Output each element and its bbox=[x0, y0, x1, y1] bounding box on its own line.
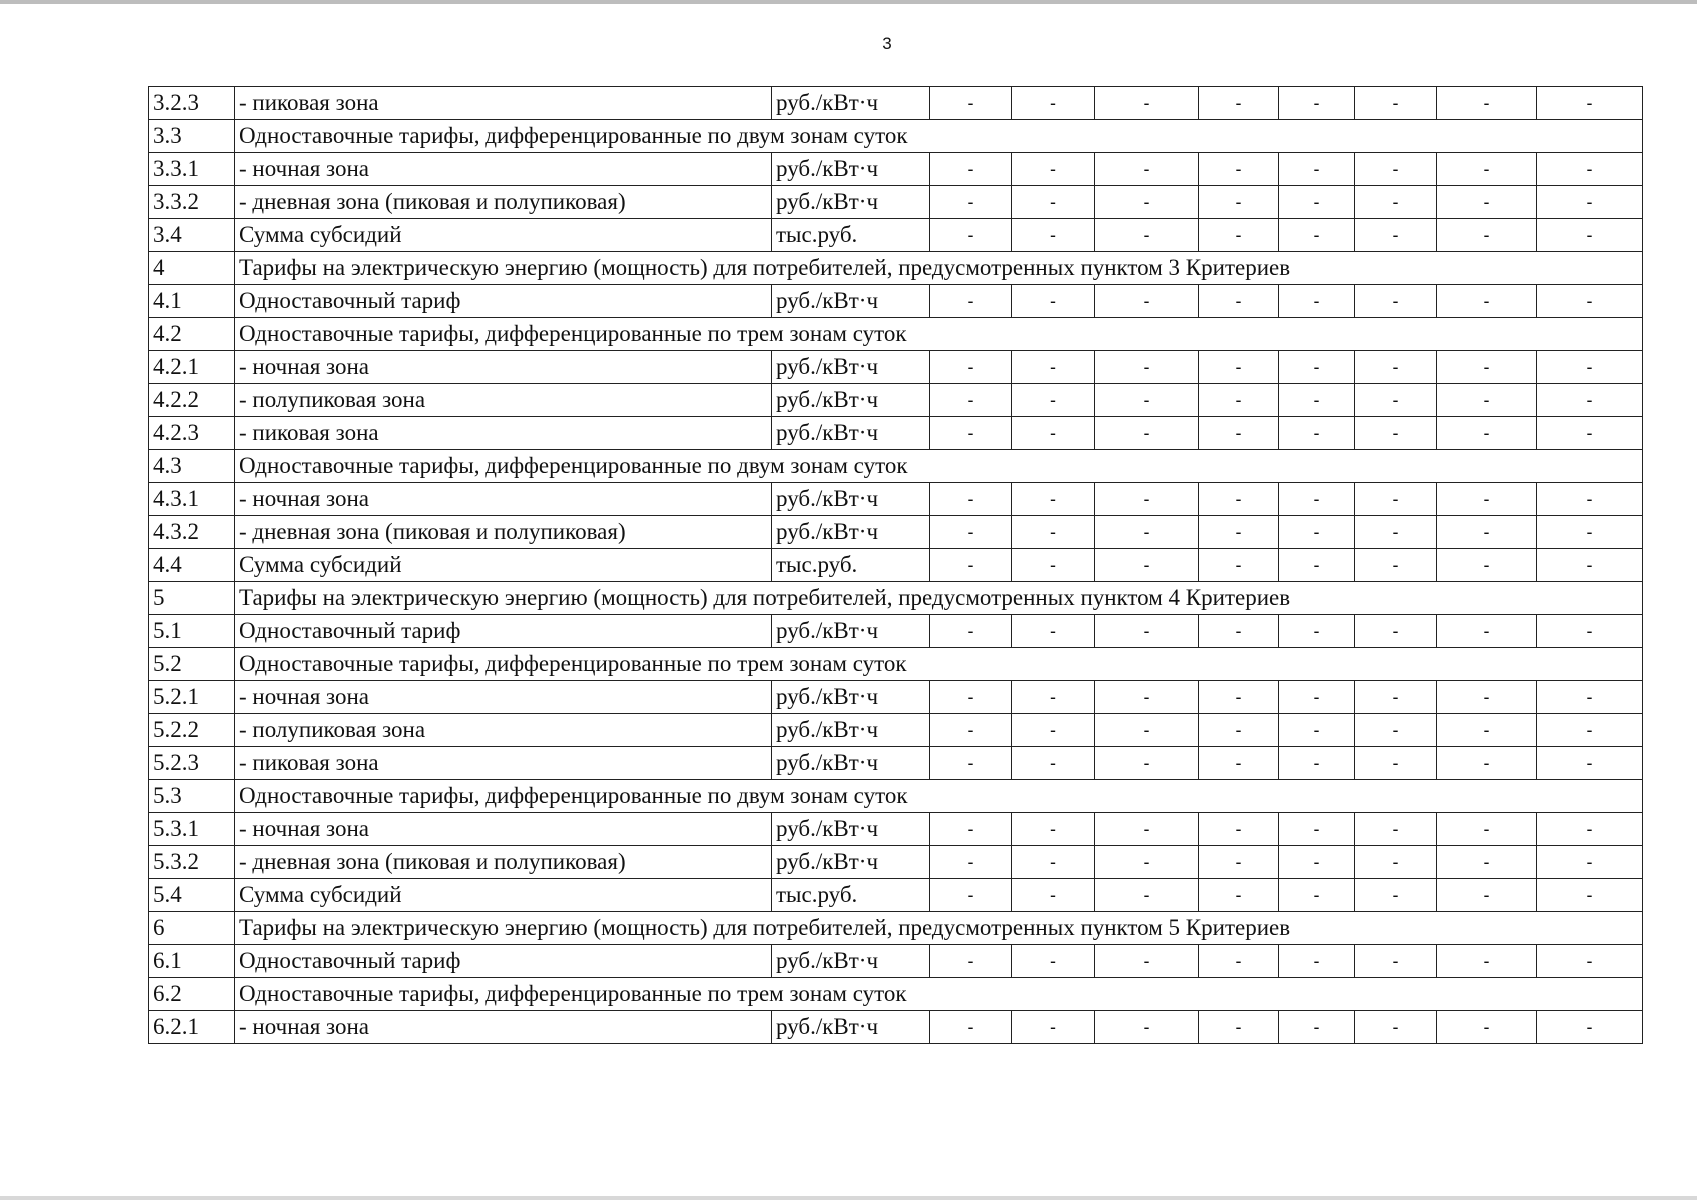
table-row bbox=[149, 846, 1643, 879]
row-name: Одноставочный тариф bbox=[235, 615, 772, 648]
section-title: Одноставочные тарифы, дифференцированные по двум зонам суток bbox=[235, 450, 1643, 483]
value-cell: - bbox=[1437, 384, 1537, 417]
row-number: 5 bbox=[149, 582, 235, 615]
value-cell: - bbox=[1437, 846, 1537, 879]
value-cell: - bbox=[1012, 714, 1095, 747]
value-cell: - bbox=[1095, 945, 1199, 978]
row-number: 4 bbox=[149, 252, 235, 285]
value-cell: - bbox=[1199, 615, 1279, 648]
value-cell: - bbox=[1012, 813, 1095, 846]
value-cell: - bbox=[1279, 813, 1355, 846]
table-row bbox=[149, 450, 1643, 483]
table-row bbox=[149, 615, 1643, 648]
tariff-table bbox=[148, 86, 1643, 1044]
value-cell: - bbox=[1437, 714, 1537, 747]
value-cell: - bbox=[1279, 681, 1355, 714]
row-number: 4.2.3 bbox=[149, 417, 235, 450]
table-row bbox=[149, 219, 1643, 252]
value-cell: - bbox=[1537, 483, 1643, 516]
value-cell: - bbox=[1095, 516, 1199, 549]
row-number: 4.4 bbox=[149, 549, 235, 582]
row-number: 4.2 bbox=[149, 318, 235, 351]
value-cell: - bbox=[1279, 516, 1355, 549]
value-cell: - bbox=[1537, 615, 1643, 648]
row-name: - дневная зона (пиковая и полупиковая) bbox=[235, 846, 772, 879]
value-cell: - bbox=[1279, 945, 1355, 978]
value-cell: - bbox=[930, 219, 1012, 252]
row-number: 5.3.2 bbox=[149, 846, 235, 879]
value-cell: - bbox=[1355, 285, 1437, 318]
row-number: 4.3.2 bbox=[149, 516, 235, 549]
value-cell: - bbox=[1437, 186, 1537, 219]
table-row bbox=[149, 483, 1643, 516]
value-cell: - bbox=[1279, 747, 1355, 780]
value-cell: - bbox=[1537, 681, 1643, 714]
table-row bbox=[149, 384, 1643, 417]
value-cell: - bbox=[930, 417, 1012, 450]
value-cell: - bbox=[1437, 417, 1537, 450]
section-title: Тарифы на электрическую энергию (мощность) для потребителей, предусмотренных пунктом 3 Критериев bbox=[235, 252, 1643, 285]
row-unit: руб./кВт·ч bbox=[772, 681, 930, 714]
row-unit: руб./кВт·ч bbox=[772, 351, 930, 384]
row-name: - ночная зона bbox=[235, 1011, 772, 1044]
value-cell: - bbox=[1095, 87, 1199, 120]
value-cell: - bbox=[1437, 945, 1537, 978]
scan-edge-bottom bbox=[0, 1196, 1697, 1200]
scan-edge-top bbox=[0, 0, 1697, 4]
value-cell: - bbox=[1199, 516, 1279, 549]
value-cell: - bbox=[1537, 516, 1643, 549]
row-unit: руб./кВт·ч bbox=[772, 813, 930, 846]
value-cell: - bbox=[1012, 384, 1095, 417]
row-unit: руб./кВт·ч bbox=[772, 1011, 930, 1044]
value-cell: - bbox=[1437, 351, 1537, 384]
value-cell: - bbox=[1199, 747, 1279, 780]
value-cell: - bbox=[1355, 681, 1437, 714]
value-cell: - bbox=[1537, 285, 1643, 318]
row-number: 3.2.3 bbox=[149, 87, 235, 120]
value-cell: - bbox=[1537, 153, 1643, 186]
value-cell: - bbox=[1355, 813, 1437, 846]
value-cell: - bbox=[1437, 219, 1537, 252]
row-name: - ночная зона bbox=[235, 153, 772, 186]
row-number: 6.2.1 bbox=[149, 1011, 235, 1044]
value-cell: - bbox=[1199, 879, 1279, 912]
value-cell: - bbox=[1355, 1011, 1437, 1044]
section-title: Одноставочные тарифы, дифференцированные по трем зонам суток bbox=[235, 648, 1643, 681]
value-cell: - bbox=[1279, 483, 1355, 516]
value-cell: - bbox=[1012, 219, 1095, 252]
row-number: 6.1 bbox=[149, 945, 235, 978]
row-unit: руб./кВт·ч bbox=[772, 417, 930, 450]
row-unit: руб./кВт·ч bbox=[772, 186, 930, 219]
value-cell: - bbox=[1199, 945, 1279, 978]
row-unit: руб./кВт·ч bbox=[772, 714, 930, 747]
value-cell: - bbox=[1199, 846, 1279, 879]
row-name: - полупиковая зона bbox=[235, 714, 772, 747]
value-cell: - bbox=[1437, 285, 1537, 318]
value-cell: - bbox=[1279, 384, 1355, 417]
page-number: 3 bbox=[882, 34, 892, 53]
row-number: 4.3.1 bbox=[149, 483, 235, 516]
value-cell: - bbox=[1199, 153, 1279, 186]
value-cell: - bbox=[1279, 351, 1355, 384]
value-cell: - bbox=[930, 285, 1012, 318]
value-cell: - bbox=[1012, 483, 1095, 516]
value-cell: - bbox=[1199, 384, 1279, 417]
table-row bbox=[149, 780, 1643, 813]
value-cell: - bbox=[1012, 87, 1095, 120]
value-cell: - bbox=[1537, 186, 1643, 219]
section-title: Одноставочные тарифы, дифференцированные по трем зонам суток bbox=[235, 318, 1643, 351]
row-unit: тыс.руб. bbox=[772, 879, 930, 912]
table-row bbox=[149, 879, 1643, 912]
value-cell: - bbox=[1355, 615, 1437, 648]
row-number: 6.2 bbox=[149, 978, 235, 1011]
row-number: 5.2.2 bbox=[149, 714, 235, 747]
row-unit: руб./кВт·ч bbox=[772, 483, 930, 516]
row-number: 4.1 bbox=[149, 285, 235, 318]
value-cell: - bbox=[1437, 516, 1537, 549]
value-cell: - bbox=[1355, 384, 1437, 417]
value-cell: - bbox=[930, 549, 1012, 582]
row-number: 5.4 bbox=[149, 879, 235, 912]
value-cell: - bbox=[1279, 879, 1355, 912]
value-cell: - bbox=[1095, 219, 1199, 252]
row-name: Сумма субсидий bbox=[235, 549, 772, 582]
value-cell: - bbox=[1279, 846, 1355, 879]
value-cell: - bbox=[1199, 1011, 1279, 1044]
value-cell: - bbox=[1437, 813, 1537, 846]
row-name: Сумма субсидий bbox=[235, 219, 772, 252]
value-cell: - bbox=[1537, 384, 1643, 417]
value-cell: - bbox=[1199, 417, 1279, 450]
value-cell: - bbox=[1355, 186, 1437, 219]
section-title: Тарифы на электрическую энергию (мощность) для потребителей, предусмотренных пунктом 5 Критериев bbox=[235, 912, 1643, 945]
value-cell: - bbox=[930, 87, 1012, 120]
value-cell: - bbox=[930, 813, 1012, 846]
value-cell: - bbox=[1279, 714, 1355, 747]
row-name: - ночная зона bbox=[235, 483, 772, 516]
value-cell: - bbox=[930, 186, 1012, 219]
row-unit: тыс.руб. bbox=[772, 219, 930, 252]
table-row bbox=[149, 945, 1643, 978]
row-unit: руб./кВт·ч bbox=[772, 87, 930, 120]
value-cell: - bbox=[930, 945, 1012, 978]
value-cell: - bbox=[930, 747, 1012, 780]
value-cell: - bbox=[1012, 549, 1095, 582]
value-cell: - bbox=[1012, 285, 1095, 318]
value-cell: - bbox=[930, 483, 1012, 516]
value-cell: - bbox=[1095, 384, 1199, 417]
value-cell: - bbox=[1012, 945, 1095, 978]
table-row bbox=[149, 912, 1643, 945]
table-row bbox=[149, 87, 1643, 120]
value-cell: - bbox=[930, 879, 1012, 912]
row-number: 3.3.1 bbox=[149, 153, 235, 186]
row-number: 6 bbox=[149, 912, 235, 945]
row-name: Сумма субсидий bbox=[235, 879, 772, 912]
value-cell: - bbox=[930, 351, 1012, 384]
value-cell: - bbox=[1199, 351, 1279, 384]
value-cell: - bbox=[1095, 417, 1199, 450]
value-cell: - bbox=[1437, 153, 1537, 186]
value-cell: - bbox=[1355, 87, 1437, 120]
row-name: - полупиковая зона bbox=[235, 384, 772, 417]
value-cell: - bbox=[1095, 747, 1199, 780]
value-cell: - bbox=[1095, 681, 1199, 714]
value-cell: - bbox=[1355, 516, 1437, 549]
row-number: 5.3.1 bbox=[149, 813, 235, 846]
value-cell: - bbox=[1012, 681, 1095, 714]
value-cell: - bbox=[1199, 813, 1279, 846]
value-cell: - bbox=[1279, 285, 1355, 318]
value-cell: - bbox=[1537, 87, 1643, 120]
table-row bbox=[149, 351, 1643, 384]
value-cell: - bbox=[1537, 879, 1643, 912]
row-unit: руб./кВт·ч bbox=[772, 384, 930, 417]
table-row bbox=[149, 813, 1643, 846]
value-cell: - bbox=[1012, 417, 1095, 450]
value-cell: - bbox=[1355, 846, 1437, 879]
value-cell: - bbox=[1537, 945, 1643, 978]
value-cell: - bbox=[1355, 747, 1437, 780]
value-cell: - bbox=[1279, 87, 1355, 120]
row-unit: руб./кВт·ч bbox=[772, 516, 930, 549]
value-cell: - bbox=[1199, 285, 1279, 318]
value-cell: - bbox=[1537, 846, 1643, 879]
value-cell: - bbox=[930, 384, 1012, 417]
value-cell: - bbox=[1537, 351, 1643, 384]
row-number: 3.3 bbox=[149, 120, 235, 153]
row-name: - ночная зона bbox=[235, 351, 772, 384]
value-cell: - bbox=[1095, 615, 1199, 648]
value-cell: - bbox=[1355, 714, 1437, 747]
row-name: - дневная зона (пиковая и полупиковая) bbox=[235, 516, 772, 549]
table-row bbox=[149, 120, 1643, 153]
row-number: 5.2.1 bbox=[149, 681, 235, 714]
value-cell: - bbox=[1437, 483, 1537, 516]
value-cell: - bbox=[1095, 846, 1199, 879]
value-cell: - bbox=[930, 714, 1012, 747]
row-number: 5.3 bbox=[149, 780, 235, 813]
value-cell: - bbox=[1537, 747, 1643, 780]
value-cell: - bbox=[1199, 714, 1279, 747]
value-cell: - bbox=[1199, 483, 1279, 516]
row-number: 4.2.2 bbox=[149, 384, 235, 417]
value-cell: - bbox=[1437, 615, 1537, 648]
row-unit: руб./кВт·ч bbox=[772, 153, 930, 186]
row-name: - ночная зона bbox=[235, 681, 772, 714]
value-cell: - bbox=[1199, 186, 1279, 219]
value-cell: - bbox=[1437, 549, 1537, 582]
table-row bbox=[149, 186, 1643, 219]
table-row bbox=[149, 1011, 1643, 1044]
row-unit: тыс.руб. bbox=[772, 549, 930, 582]
value-cell: - bbox=[1199, 219, 1279, 252]
table-row bbox=[149, 285, 1643, 318]
row-unit: руб./кВт·ч bbox=[772, 747, 930, 780]
row-number: 5.1 bbox=[149, 615, 235, 648]
value-cell: - bbox=[1437, 681, 1537, 714]
row-number: 4.3 bbox=[149, 450, 235, 483]
value-cell: - bbox=[930, 846, 1012, 879]
value-cell: - bbox=[1095, 1011, 1199, 1044]
row-number: 4.2.1 bbox=[149, 351, 235, 384]
value-cell: - bbox=[1437, 747, 1537, 780]
row-name: - ночная зона bbox=[235, 813, 772, 846]
value-cell: - bbox=[1537, 549, 1643, 582]
value-cell: - bbox=[1355, 219, 1437, 252]
section-title: Тарифы на электрическую энергию (мощность) для потребителей, предусмотренных пунктом 4 Критериев bbox=[235, 582, 1643, 615]
value-cell: - bbox=[1355, 153, 1437, 186]
value-cell: - bbox=[1095, 186, 1199, 219]
row-number: 3.4 bbox=[149, 219, 235, 252]
value-cell: - bbox=[1355, 483, 1437, 516]
value-cell: - bbox=[1199, 681, 1279, 714]
value-cell: - bbox=[1012, 879, 1095, 912]
value-cell: - bbox=[1279, 615, 1355, 648]
value-cell: - bbox=[1279, 153, 1355, 186]
value-cell: - bbox=[1012, 615, 1095, 648]
row-number: 5.2 bbox=[149, 648, 235, 681]
row-name: - пиковая зона bbox=[235, 417, 772, 450]
value-cell: - bbox=[1355, 351, 1437, 384]
table-row bbox=[149, 714, 1643, 747]
value-cell: - bbox=[1095, 351, 1199, 384]
table-row bbox=[149, 318, 1643, 351]
value-cell: - bbox=[930, 615, 1012, 648]
value-cell: - bbox=[1095, 813, 1199, 846]
value-cell: - bbox=[930, 516, 1012, 549]
value-cell: - bbox=[1279, 186, 1355, 219]
row-unit: руб./кВт·ч bbox=[772, 945, 930, 978]
value-cell: - bbox=[1355, 417, 1437, 450]
value-cell: - bbox=[1437, 87, 1537, 120]
value-cell: - bbox=[1355, 945, 1437, 978]
value-cell: - bbox=[930, 681, 1012, 714]
row-unit: руб./кВт·ч bbox=[772, 846, 930, 879]
row-number: 3.3.2 bbox=[149, 186, 235, 219]
value-cell: - bbox=[1437, 1011, 1537, 1044]
value-cell: - bbox=[1537, 417, 1643, 450]
table-row bbox=[149, 252, 1643, 285]
value-cell: - bbox=[1437, 879, 1537, 912]
row-name: - пиковая зона bbox=[235, 87, 772, 120]
value-cell: - bbox=[1199, 549, 1279, 582]
value-cell: - bbox=[1537, 714, 1643, 747]
table-row bbox=[149, 648, 1643, 681]
value-cell: - bbox=[1537, 1011, 1643, 1044]
value-cell: - bbox=[1012, 747, 1095, 780]
value-cell: - bbox=[1537, 219, 1643, 252]
row-name: - дневная зона (пиковая и полупиковая) bbox=[235, 186, 772, 219]
value-cell: - bbox=[1012, 186, 1095, 219]
row-unit: руб./кВт·ч bbox=[772, 285, 930, 318]
table-row bbox=[149, 516, 1643, 549]
row-number: 5.2.3 bbox=[149, 747, 235, 780]
value-cell: - bbox=[1279, 549, 1355, 582]
value-cell: - bbox=[930, 1011, 1012, 1044]
table-row bbox=[149, 417, 1643, 450]
value-cell: - bbox=[1095, 483, 1199, 516]
section-title: Одноставочные тарифы, дифференцированные по двум зонам суток bbox=[235, 120, 1643, 153]
table-body bbox=[149, 87, 1643, 1044]
section-title: Одноставочные тарифы, дифференцированные по двум зонам суток bbox=[235, 780, 1643, 813]
value-cell: - bbox=[1095, 549, 1199, 582]
table-row bbox=[149, 978, 1643, 1011]
value-cell: - bbox=[1012, 516, 1095, 549]
value-cell: - bbox=[1012, 846, 1095, 879]
row-name: Одноставочный тариф bbox=[235, 285, 772, 318]
row-name: Одноставочный тариф bbox=[235, 945, 772, 978]
value-cell: - bbox=[1279, 219, 1355, 252]
value-cell: - bbox=[1537, 813, 1643, 846]
value-cell: - bbox=[1095, 879, 1199, 912]
section-title: Одноставочные тарифы, дифференцированные по трем зонам суток bbox=[235, 978, 1643, 1011]
row-unit: руб./кВт·ч bbox=[772, 615, 930, 648]
value-cell: - bbox=[1279, 1011, 1355, 1044]
value-cell: - bbox=[1012, 351, 1095, 384]
table-row bbox=[149, 582, 1643, 615]
value-cell: - bbox=[1095, 285, 1199, 318]
table-row bbox=[149, 153, 1643, 186]
value-cell: - bbox=[1012, 153, 1095, 186]
value-cell: - bbox=[1012, 1011, 1095, 1044]
value-cell: - bbox=[1095, 153, 1199, 186]
table-row bbox=[149, 549, 1643, 582]
value-cell: - bbox=[930, 153, 1012, 186]
value-cell: - bbox=[1355, 549, 1437, 582]
value-cell: - bbox=[1355, 879, 1437, 912]
value-cell: - bbox=[1199, 87, 1279, 120]
table-row bbox=[149, 747, 1643, 780]
table-row bbox=[149, 681, 1643, 714]
value-cell: - bbox=[1279, 417, 1355, 450]
value-cell: - bbox=[1095, 714, 1199, 747]
row-name: - пиковая зона bbox=[235, 747, 772, 780]
